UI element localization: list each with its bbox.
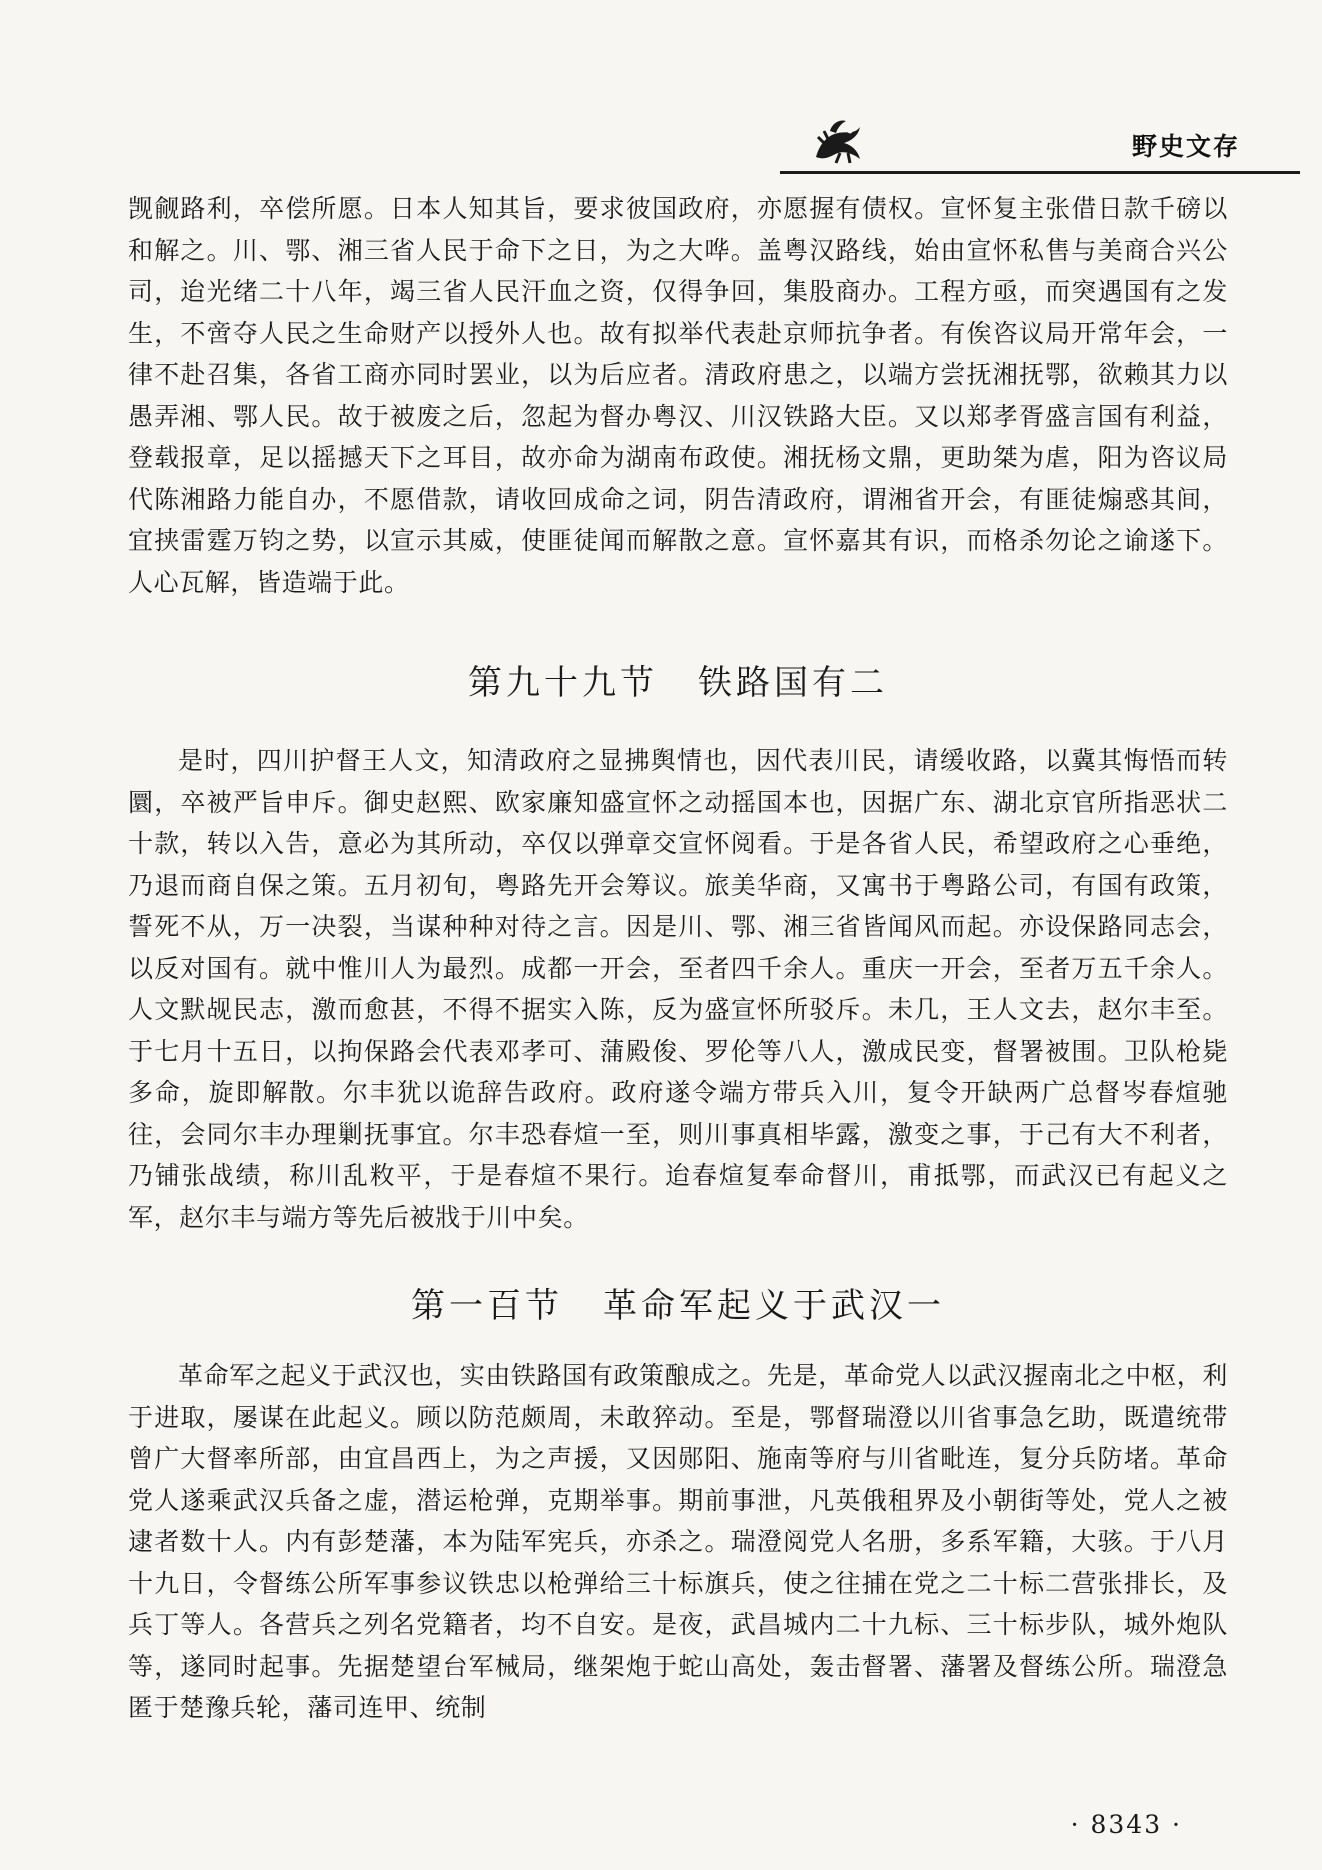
header-rule (780, 171, 1300, 174)
intro-paragraph: 觊觎路利，卒偿所愿。日本人知其旨，要求彼国政府，亦愿握有债权。宣怀复主张借日款千磅以和解之。川、鄂、湘三省人民于命下之日，为之大哗。盖粤汉路线，始由宣怀私售与美商合兴公司，迨光绪二十八年，竭三省人民汗血之资，仅得争回，集股商办。工程方亟，而突遇国有之发生，不啻夺人民之生命财产以授外人也。故有拟举代表赴京师抗争者。有俟咨议局开常年会，一律不赴召集，各省工商亦同时罢业，以为后应者。清政府患之，以端方尝抚湘抚鄂，欲赖其力以愚弄湘、鄂人民。故于被废之后，忽起为督办粤汉、川汉铁路大臣。又以郑孝胥盛言国有利益，登载报章，足以摇撼天下之耳目，故亦命为湖南布政使。湘抚杨文鼎，更助桀为虐，阳为咨议局代陈湘路力能自办，不愿借款，请收回成命之词，阴告清政府，谓湘省开会，有匪徒煽惑其间，宜挟雷霆万钧之势，以宣示其威，使匪徒闻而解散之意。宣怀嘉其有识，而格杀勿论之谕遂下。人心瓦解，皆造端于此。 (128, 194, 1228, 597)
page-header (780, 105, 1300, 175)
section-100-title: 革命军起义于武汉一 (603, 1286, 945, 1326)
section-99-title: 铁路国有二 (698, 663, 888, 703)
section-99-paragraph: 是时，四川护督王人文，知清政府之显拂舆情也，因代表川民，请缓收路，以冀其悔悟而转圜，卒被严旨申斥。御史赵熙、欧家廉知盛宣怀之动摇国本也，因据广东、湖北京官所指恶状二十款，转以入告，意必为其所动，卒仅以弹章交宣怀阅看。于是各省人民，希望政府之心垂绝，乃退而商自保之策。五月初旬，粤路先开会筹议。旅美华商，又寓书于粤路公司，有国有政策，誓死不从，万一决裂，当谋种种对待之言。因是川、鄂、湘三省皆闻风而起。亦设保路同志会，以反对国有。就中惟川人为最烈。成都一开会，至者四千余人。重庆一开会，至者万五千余人。人文默觇民志，激而愈甚，不得不据实入陈，反为盛宣怀所驳斥。未几，王人文去，赵尔丰至。于七月十五日，以拘保路会代表邓孝可、蒲殿俊、罗伦等八人，激成民变，督署被围。卫队枪毙多命，旋即解散。尔丰犹以诡辞告政府。政府遂令端方带兵入川，复令开缺两广总督岑春煊驰往，会同尔丰办理剿抚事宜。尔丰恐春煊一至，则川事真相毕露，激变之事，于己有大不利者，乃铺张战绩，称川乱敉平，于是春煊不果行。迨春煊复奉命督川，甫抵鄂，而武汉已有起义之军，赵尔丰与端方等先后被戕于川中矣。 (128, 746, 1228, 1232)
section-99-number: 第九十九节 (468, 663, 658, 703)
section-99-heading (128, 655, 1228, 704)
section-100-number: 第一百节 (411, 1286, 563, 1326)
section-100-heading (128, 1278, 1228, 1327)
section-100-paragraph: 革命军之起义于武汉也，实由铁路国有政策酿成之。先是，革命党人以武汉握南北之中枢，利于进取，屡谋在此起义。顾以防范颇周，未敢猝动。至是，鄂督瑞澄以川省事急乞助，既遣统带曾广大督率所部，由宜昌西上，为之声援，又因郧阳、施南等府与川省毗连，复分兵防堵。革命党人遂乘武汉兵备之虚，潜运枪弹，克期举事。期前事泄，凡英俄租界及小朝街等处，党人之被逮者数十人。内有彭楚藩，本为陆军宪兵，亦杀之。瑞澄阅党人名册，多系军籍，大骇。于八月十九日，令督练公所军事参议铁忠以枪弹给三十标旗兵，使之往捕在党之二十标二营张排长，及兵丁等人。各营兵之列名党籍者，均不自安。是夜，武昌城内二十九标、三十标步队，城外炮队等，遂同时起事。先据楚望台军械局，继架炮于蛇山高处，轰击督署、藩署及督练公所。瑞澄急匿于楚豫兵轮，藩司连甲、统制 (128, 1361, 1228, 1722)
header-title: 野史文存 (1131, 132, 1240, 161)
page-content (128, 188, 1228, 1729)
dragon-emblem-icon (810, 113, 866, 169)
page-number: · 8343 · (1070, 1810, 1182, 1839)
